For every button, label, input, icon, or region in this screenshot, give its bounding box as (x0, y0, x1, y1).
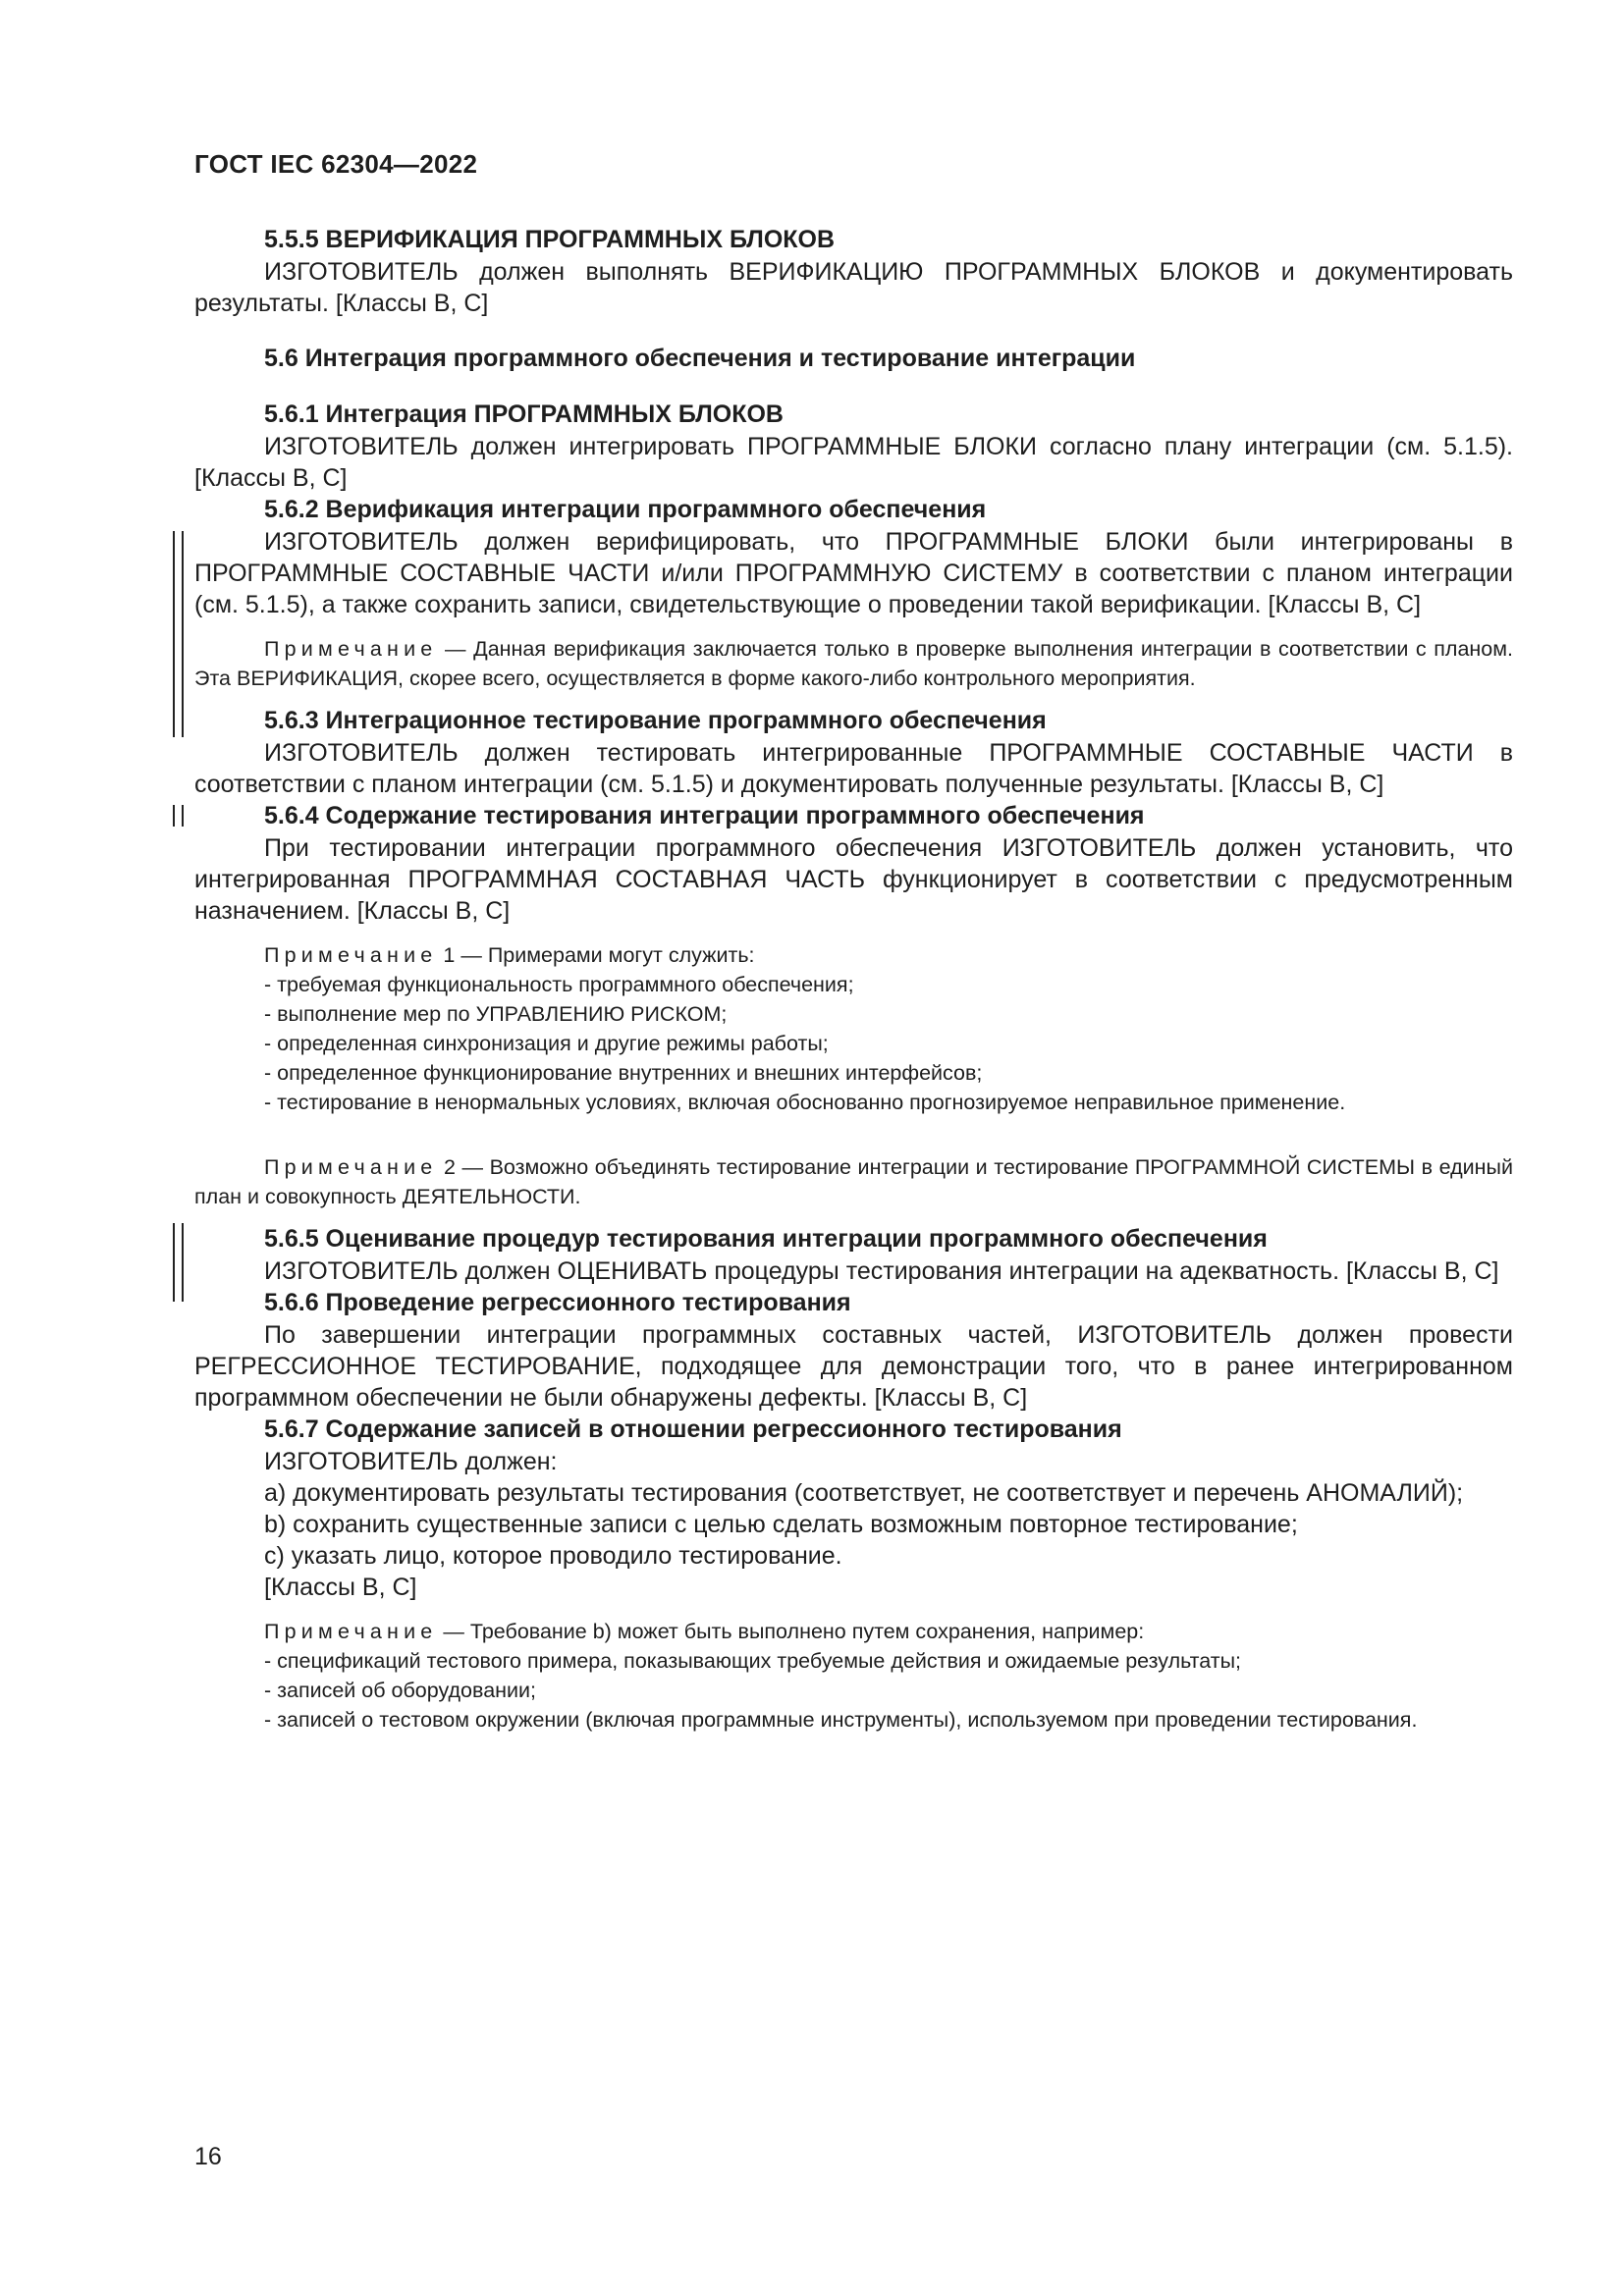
note-list-item: - спецификаций тестового примера, показывающих требуемые действия и ожидаемые результаты; (264, 1649, 1241, 1673)
section-title: 5.6.7 Содержание записей в отношении регрессионного тестирования (264, 1415, 1122, 1443)
section-paragraph: ИЗГОТОВИТЕЛЬ должен выполнять ВЕРИФИКАЦИЮ ПРОГРАММНЫХ БЛОКОВ и документировать результаты. [Классы В, С] (194, 258, 1513, 317)
change-bar (173, 1223, 184, 1302)
document-header: ГОСТ IEC 62304—2022 (194, 149, 478, 179)
section-5-6-5 (194, 1223, 1513, 1287)
note-text: — Требование b) может быть выполнено путем сохранения, например: (437, 1620, 1145, 1643)
note-label: Примечание (264, 1155, 438, 1179)
section-5-6-3 (194, 705, 1513, 800)
section-title: 5.6.5 Оценивание процедур тестирования интеграции программного обеспечения (264, 1225, 1268, 1253)
note (194, 940, 1513, 970)
note-text: 2 — Возможно объединять тестирование интеграции и тестирование ПРОГРАММНОЙ СИСТЕМЫ в единый план и совокупность ДЕЯТЕЛЬНОСТИ. (194, 1155, 1513, 1208)
section-5-6-6 (194, 1287, 1513, 1414)
note-list-item: - тестирование в ненормальных условиях, включая обоснованно прогнозируемое неправильное применение. (264, 1091, 1346, 1114)
section-title: 5.6.6 Проведение регрессионного тестирования (264, 1289, 851, 1316)
note (194, 1617, 1513, 1646)
note-label: Примечание (264, 943, 438, 967)
section-paragraph: ИЗГОТОВИТЕЛЬ должен: (264, 1448, 558, 1475)
note-list-item: - записей о тестовом окружении (включая программные инструменты), используемом при проведении тестирования. (264, 1708, 1418, 1732)
document-body (194, 224, 1513, 1735)
section-title: 5.5.5 ВЕРИФИКАЦИЯ ПРОГРАММНЫХ БЛОКОВ (264, 226, 836, 253)
section-5-6-7 (194, 1414, 1513, 1735)
note-list-item: - определенное функционирование внутренних и внешних интерфейсов; (264, 1061, 983, 1085)
note (194, 1152, 1513, 1211)
section-paragraph: ИЗГОТОВИТЕЛЬ должен тестировать интегрированные ПРОГРАММНЫЕ СОСТАВНЫЕ ЧАСТИ в соответствии с планом интеграции (см. 5.1.5) и документировать полученные результаты. [Классы В, С] (194, 739, 1513, 798)
note-list-item: - определенная синхронизация и другие режимы работы; (264, 1032, 829, 1055)
enumerated-item: c) указать лицо, которое проводило тестирование. (264, 1542, 842, 1570)
section-paragraph: ИЗГОТОВИТЕЛЬ должен интегрировать ПРОГРАММНЫЕ БЛОКИ согласно плану интеграции (см. 5.1.5). [Классы В, С] (194, 433, 1513, 492)
note-list-item: - выполнение мер по УПРАВЛЕНИЮ РИСКОМ; (264, 1002, 728, 1026)
change-bar (173, 805, 184, 827)
section-5-6-2 (194, 494, 1513, 693)
change-bar (173, 710, 184, 731)
change-bar (173, 531, 184, 737)
section-5-5-5 (194, 224, 1513, 319)
section-paragraph: По завершении интеграции программных составных частей, ИЗГОТОВИТЕЛЬ должен провести РЕГРЕССИОННОЕ ТЕСТИРОВАНИЕ, подходящее для демонстрации того, что в ранее интегрированном программном обеспечении не были обнаружены дефекты. [Классы В, С] (194, 1321, 1513, 1412)
section-5-6 (194, 343, 1513, 375)
page-number: 16 (194, 2143, 222, 2170)
section-paragraph: При тестировании интеграции программного обеспечения ИЗГОТОВИТЕЛЬ должен установить, что интегрированная ПРОГРАММНАЯ СОСТАВНАЯ ЧАСТЬ функционирует в соответствии с предусмотренным назначением. [Классы В, С] (194, 834, 1513, 925)
note-label: Примечание (264, 637, 438, 661)
section-paragraph: ИЗГОТОВИТЕЛЬ должен ОЦЕНИВАТЬ процедуры тестирования интеграции на адекватность. [Классы В, С] (264, 1257, 1499, 1285)
enumerated-item: a) документировать результаты тестирования (соответствует, не соответствует и перечень АНОМАЛИЙ); (264, 1479, 1464, 1507)
enumerated-item: b) сохранить существенные записи с целью сделать возможным повторное тестирование; (264, 1511, 1298, 1538)
note-text: — Данная верификация заключается только в проверке выполнения интеграции в соответствии с планом. Эта ВЕРИФИКАЦИЯ, скорее всего, осуществляется в форме какого-либо контрольного мероприятия. (194, 637, 1513, 690)
section-paragraph: ИЗГОТОВИТЕЛЬ должен верифицировать, что ПРОГРАММНЫЕ БЛОКИ были интегрированы в ПРОГРАММНЫЕ СОСТАВНЫЕ ЧАСТИ и/или ПРОГРАММНУЮ СИСТЕМУ в соответствии с планом интеграции (см. 5.1.5), а также сохранить записи, свидетельствующие о проведении такой верификации. [Классы В, С] (194, 528, 1513, 618)
section-title: 5.6 Интеграция программного обеспечения и тестирование интеграции (264, 345, 1136, 372)
section-5-6-1 (194, 399, 1513, 494)
section-5-6-4 (194, 800, 1513, 1211)
note (194, 634, 1513, 693)
note-list-item: - записей об оборудовании; (264, 1679, 537, 1702)
note-list-item: - требуемая функциональность программного обеспечения; (264, 973, 854, 996)
section-title: 5.6.3 Интеграционное тестирование программного обеспечения (264, 707, 1047, 734)
note-text: 1 — Примерами могут служить: (437, 943, 755, 967)
section-title: 5.6.4 Содержание тестирования интеграции программного обеспечения (264, 802, 1145, 829)
section-title: 5.6.1 Интеграция ПРОГРАММНЫХ БЛОКОВ (264, 400, 784, 428)
section-title: 5.6.2 Верификация интеграции программного обеспечения (264, 496, 987, 523)
note-label: Примечание (264, 1620, 438, 1643)
section-classes: [Классы В, С] (264, 1574, 417, 1601)
